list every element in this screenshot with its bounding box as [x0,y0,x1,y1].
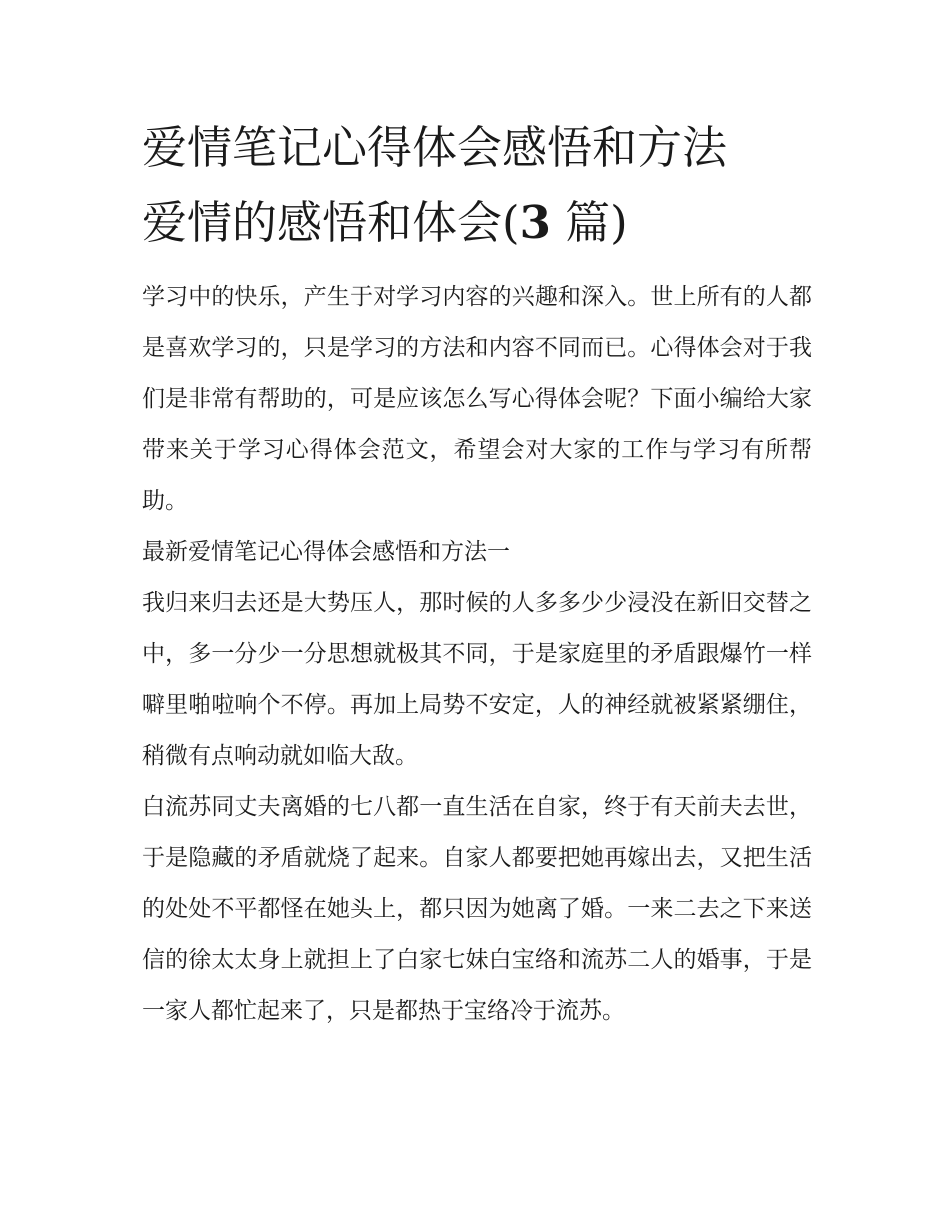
title-line-2 [142,185,812,260]
title-line-2-prefix: 爱情的感悟和体会( [142,196,520,249]
section-1-paragraph-1: 我归来归去还是大势压人，那时候的人多多少少浸没在新旧交替之中，多一分少一分思想就极其不同，于是家庭里的矛盾跟爆竹一样噼里啪啦响个不停。再加上局势不安定，人的神经就被紧紧绷住，稍微有点响动就如临大敌。 [142,590,812,769]
document-page [142,110,812,1037]
title-line-2-number: 3 [519,196,551,249]
section-1-heading: 最新爱情笔记心得体会感悟和方法一 [142,539,510,565]
document-title [142,110,812,260]
title-line-2-suffix: 篇) [550,196,628,249]
intro-paragraph: 学习中的快乐，产生于对学习内容的兴趣和深入。世上所有的人都是喜欢学习的，只是学习的方法和内容不同而已。心得体会对于我们是非常有帮助的，可是应该怎么写心得体会呢？下面小编给大家带来关于学习心得体会范文，希望会对大家的工作与学习有所帮助。 [142,284,812,514]
section-1-paragraph-2: 白流苏同丈夫离婚的七八都一直生活在自家，终于有天前夫去世，于是隐藏的矛盾就烧了起来。自家人都要把她再嫁出去，又把生活的处处不平都怪在她头上，都只因为她离了婚。一来二去之下来送信的徐太太身上就担上了白家七妹白宝络和流苏二人的婚事，于是一家人都忙起来了，只是都热于宝络冷于流苏。 [142,794,812,1024]
title-line-1: 爱情笔记心得体会感悟和方法 [142,121,728,174]
